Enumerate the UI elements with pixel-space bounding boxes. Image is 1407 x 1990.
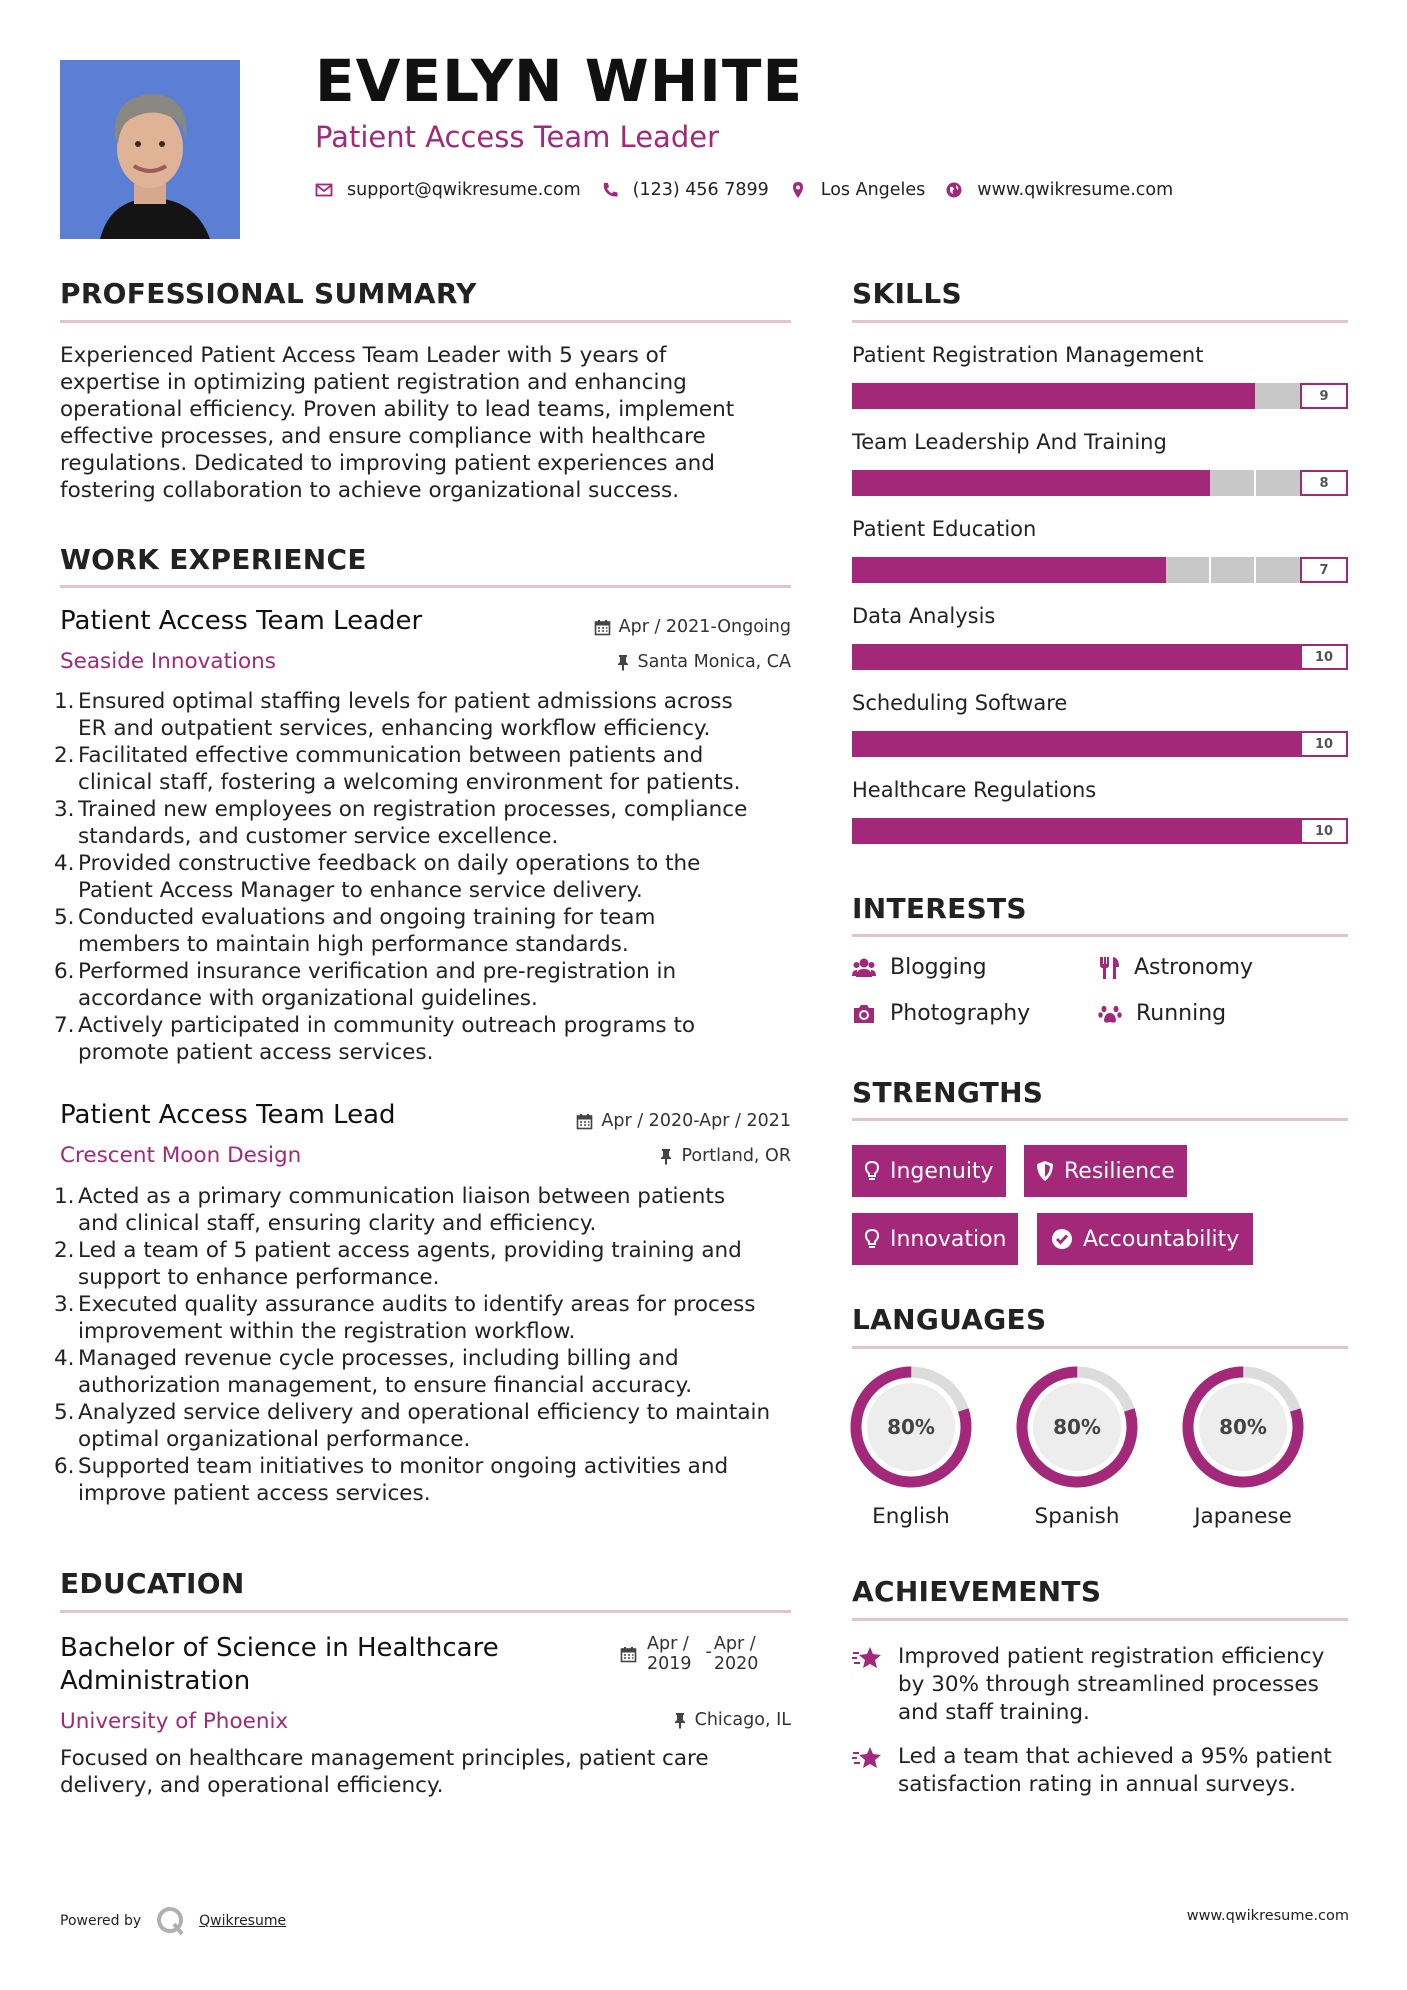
duty-line: Managed revenue cycle processes, including billing and <box>78 1346 679 1371</box>
education-dates <box>620 1634 758 1674</box>
achievement-line: Improved patient registration efficiency <box>898 1644 1325 1669</box>
strength-label: Accountability <box>1083 1226 1240 1252</box>
shield-icon <box>1036 1160 1054 1182</box>
skill-score: 10 <box>1300 731 1348 757</box>
duty-line: Acted as a primary communication liaison between patients <box>78 1184 726 1209</box>
duty-item: 4. Managed revenue cycle processes, including billing and authorization management, to ensure financial accuracy. <box>60 1345 800 1399</box>
interest-label: Photography <box>890 1001 1031 1026</box>
duty-line: and clinical staff, ensuring clarity and efficiency. <box>78 1211 597 1236</box>
check-circle-icon <box>1051 1228 1073 1250</box>
portrait-image <box>60 60 240 239</box>
skill-fill <box>852 470 1210 496</box>
language-percent: 80% <box>1219 1415 1267 1439</box>
achievement-line: satisfaction rating in annual surveys. <box>898 1772 1296 1797</box>
interest-item <box>1098 955 1253 980</box>
duty-line: standards, and customer service excellence. <box>78 824 559 849</box>
strength-label: Resilience <box>1064 1158 1175 1184</box>
summary-line: regulations. Dedicated to improving patient experiences and <box>60 451 715 476</box>
skill-fill <box>852 383 1255 409</box>
education-location <box>673 1710 791 1730</box>
skill-score: 10 <box>1300 818 1348 844</box>
interest-item <box>1098 1001 1226 1026</box>
skill-label: Scheduling Software <box>852 691 1068 715</box>
language-ring <box>850 1366 972 1488</box>
job-dates-text: Apr / 2021-Ongoing <box>618 617 791 637</box>
education-description <box>60 1745 709 1799</box>
school-name: University of Phoenix <box>60 1709 289 1734</box>
job-title: Patient Access Team Leader <box>60 606 423 636</box>
camera-icon <box>852 1003 876 1025</box>
skill-score: 8 <box>1300 470 1348 496</box>
duty-line: Trained new employees on registration processes, compliance <box>78 797 748 822</box>
language-name: Spanish <box>1034 1504 1120 1529</box>
duty-item: 6. Performed insurance verification and pre-registration in accordance with organizational guidelines. <box>60 958 800 1012</box>
skill-fill <box>852 557 1166 583</box>
duty-item: 5. Analyzed service delivery and operational efficiency to maintain optimal organizational performance. <box>60 1399 800 1453</box>
duty-item: 1. Acted as a primary communication liaison between patients and clinical staff, ensuring clarity and efficiency. <box>60 1183 800 1237</box>
star-trophy-icon <box>852 1745 884 1771</box>
contact-location: Los Angeles <box>820 180 926 200</box>
footer-powered <box>60 1906 286 1936</box>
summary-text <box>60 342 734 504</box>
company-name: Seaside Innovations <box>60 649 276 674</box>
duty-line: support to enhance performance. <box>78 1265 440 1290</box>
achievements-divider <box>852 1618 1348 1621</box>
skill-bar <box>852 470 1348 496</box>
duty-line: Conducted evaluations and ongoing training for team <box>78 905 656 930</box>
skills-divider <box>852 320 1348 323</box>
duty-item: 3. Executed quality assurance audits to identify areas for process improvement within the registration workflow. <box>60 1291 800 1345</box>
duty-line: Performed insurance verification and pre-registration in <box>78 959 677 984</box>
job-title: Patient Access Team Lead <box>60 1100 396 1130</box>
work-heading: WORK EXPERIENCE <box>60 543 367 576</box>
calendar-icon <box>620 1646 637 1663</box>
skill-bar <box>852 731 1348 757</box>
achievement-item <box>852 1743 1352 1799</box>
globe-icon <box>945 181 963 199</box>
skills-heading: SKILLS <box>852 277 962 310</box>
skill-score: 7 <box>1300 557 1348 583</box>
duty-line: improvement within the registration workflow. <box>78 1319 576 1344</box>
summary-heading: PROFESSIONAL SUMMARY <box>60 277 477 310</box>
pushpin-icon <box>616 654 630 671</box>
language-percent: 80% <box>1053 1415 1101 1439</box>
skill-segment-divider <box>1254 557 1256 583</box>
interest-label: Running <box>1136 1001 1227 1026</box>
envelope-icon <box>315 181 333 199</box>
contact-website[interactable]: www.qwikresume.com <box>977 180 1174 200</box>
date-part: 2019 <box>647 1654 692 1674</box>
duty-item: 2. Facilitated effective communication between patients and clinical staff, fostering a welcoming environment for patients. <box>60 742 800 796</box>
job-location-text: Portland, OR <box>681 1146 791 1166</box>
contact-email[interactable]: support@qwikresume.com <box>347 180 581 200</box>
interests-heading: INTERESTS <box>852 892 1027 925</box>
interest-item <box>852 1001 1030 1026</box>
strength-badge <box>1024 1145 1187 1197</box>
interest-item <box>852 955 987 980</box>
skill-label: Data Analysis <box>852 604 996 628</box>
candidate-title: Patient Access Team Leader <box>315 120 719 154</box>
skill-bar <box>852 383 1348 409</box>
job-location <box>616 652 792 672</box>
skill-score: 10 <box>1300 644 1348 670</box>
phone-icon <box>601 181 619 199</box>
duty-line: authorization management, to ensure financial accuracy. <box>78 1373 693 1398</box>
contact-bar <box>315 180 1193 200</box>
achievement-item <box>852 1643 1352 1727</box>
language-name: Japanese <box>1194 1504 1292 1529</box>
strength-label: Innovation <box>890 1226 1007 1252</box>
cutlery-icon <box>1098 956 1120 980</box>
strength-badge <box>1037 1213 1253 1265</box>
duty-line: improve patient access services. <box>78 1481 431 1506</box>
map-pin-icon <box>789 181 807 199</box>
degree-line: Bachelor of Science in Healthcare <box>60 1633 499 1663</box>
candidate-name: EVELYN WHITE <box>315 47 804 115</box>
skill-fill <box>852 731 1300 757</box>
paw-icon <box>1098 1003 1122 1025</box>
strength-badge <box>852 1145 1006 1197</box>
language-ring <box>1016 1366 1138 1488</box>
job-duties-list <box>54 688 800 1066</box>
calendar-icon <box>594 619 611 636</box>
job-dates-text: Apr / 2020-Apr / 2021 <box>601 1111 791 1131</box>
pushpin-icon <box>673 1712 687 1729</box>
summary-divider <box>60 320 791 323</box>
achievement-text <box>898 1743 1332 1799</box>
duty-line: Facilitated effective communication between patients and <box>78 743 704 768</box>
skill-bar <box>852 557 1348 583</box>
summary-line: fostering collaboration to achieve organizational success. <box>60 478 680 503</box>
achievement-line: and staff training. <box>898 1700 1090 1725</box>
languages-divider <box>852 1346 1348 1349</box>
star-trophy-icon <box>852 1645 884 1671</box>
skill-segment-divider <box>1209 557 1211 583</box>
skill-fill <box>852 644 1300 670</box>
duty-item: 5. Conducted evaluations and ongoing training for team members to maintain high performance standards. <box>60 904 800 958</box>
duty-item: 7. Actively participated in community outreach programs to promote patient access services. <box>60 1012 800 1066</box>
duty-line: Ensured optimal staffing levels for patient admissions across <box>78 689 733 714</box>
language-ring <box>1182 1366 1304 1488</box>
date-part: 2020 <box>713 1654 759 1674</box>
language-item <box>850 1366 972 1529</box>
duty-line: Patient Access Manager to enhance service delivery. <box>78 878 643 903</box>
qwikresume-link[interactable]: Qwikresume <box>199 1913 287 1929</box>
summary-line: effective processes, and ensure compliance with healthcare <box>60 424 706 449</box>
duty-line: members to maintain high performance standards. <box>78 932 629 957</box>
summary-line: expertise in optimizing patient registration and enhancing <box>60 370 687 395</box>
duty-item: 3. Trained new employees on registration processes, compliance standards, and customer service excellence. <box>60 796 800 850</box>
duty-line: Analyzed service delivery and operational efficiency to maintain <box>78 1400 771 1425</box>
skill-label: Healthcare Regulations <box>852 778 1097 802</box>
skill-bar <box>852 644 1348 670</box>
duty-item: 2. Led a team of 5 patient access agents, providing training and support to enhance performance. <box>60 1237 800 1291</box>
education-location-text: Chicago, IL <box>694 1710 791 1730</box>
education-desc-line: Focused on healthcare management principles, patient care <box>60 1746 709 1771</box>
profile-photo <box>60 60 240 239</box>
achievement-line: Led a team that achieved a 95% patient <box>898 1744 1332 1769</box>
achievement-line: by 30% through streamlined processes <box>898 1672 1319 1697</box>
skill-fill <box>852 818 1300 844</box>
achievement-text <box>898 1643 1324 1727</box>
duty-item: 1. Ensured optimal staffing levels for patient admissions across ER and outpatient services, enhancing workflow efficiency. <box>60 688 800 742</box>
achievements-heading: ACHIEVEMENTS <box>852 1575 1102 1608</box>
duty-item: 4. Provided constructive feedback on daily operations to the Patient Access Manager to enhance service delivery. <box>60 850 800 904</box>
skill-score: 9 <box>1300 383 1348 409</box>
strengths-divider <box>852 1118 1348 1121</box>
job-location <box>659 1146 791 1166</box>
duty-line: optimal organizational performance. <box>78 1427 471 1452</box>
strengths-heading: STRENGTHS <box>852 1076 1044 1109</box>
language-name: English <box>872 1504 950 1529</box>
calendar-icon <box>576 1113 593 1130</box>
language-item <box>1182 1366 1304 1529</box>
degree-name <box>60 1632 499 1698</box>
powered-by-text: Powered by <box>60 1913 142 1929</box>
interest-label: Blogging <box>890 955 987 980</box>
language-percent: 80% <box>887 1415 935 1439</box>
company-name: Crescent Moon Design <box>60 1143 302 1168</box>
duty-line: Led a team of 5 patient access agents, providing training and <box>78 1238 742 1263</box>
users-icon <box>852 957 876 979</box>
duty-line: clinical staff, fostering a welcoming environment for patients. <box>78 770 741 795</box>
duty-item: 6. Supported team initiatives to monitor ongoing activities and improve patient access services. <box>60 1453 800 1507</box>
lightbulb-icon <box>864 1160 880 1182</box>
skill-label: Patient Registration Management <box>852 343 1204 367</box>
strength-badge <box>852 1213 1018 1265</box>
date-part: Apr / <box>713 1634 756 1654</box>
interests-divider <box>852 934 1348 937</box>
duty-line: Provided constructive feedback on daily operations to the <box>78 851 701 876</box>
lightbulb-icon <box>864 1228 880 1250</box>
duty-line: Supported team initiatives to monitor ongoing activities and <box>78 1454 729 1479</box>
duty-line: Executed quality assurance audits to identify areas for process <box>78 1292 756 1317</box>
education-desc-line: delivery, and operational efficiency. <box>60 1773 444 1798</box>
skill-label: Team Leadership And Training <box>852 430 1167 454</box>
duty-line: accordance with organizational guidelines. <box>78 986 538 1011</box>
job-dates <box>576 1111 791 1131</box>
duty-line: ER and outpatient services, enhancing workflow efficiency. <box>78 716 711 741</box>
education-start-date <box>647 1634 692 1674</box>
duty-line: promote patient access services. <box>78 1040 434 1065</box>
degree-line: Administration <box>60 1666 251 1696</box>
work-divider <box>60 585 791 588</box>
contact-phone[interactable]: (123) 456 7899 <box>632 180 769 200</box>
language-item <box>1016 1366 1138 1529</box>
skill-segment-divider <box>1254 470 1256 496</box>
date-separator: - <box>705 1642 712 1662</box>
job-dates <box>594 617 791 637</box>
skill-label: Patient Education <box>852 517 1037 541</box>
date-part: Apr / <box>647 1634 689 1654</box>
summary-line: Experienced Patient Access Team Leader with 5 years of <box>60 343 667 368</box>
pushpin-icon <box>659 1148 673 1165</box>
qwikresume-logo-icon <box>155 1906 187 1936</box>
duty-line: Actively participated in community outreach programs to <box>78 1013 696 1038</box>
job-location-text: Santa Monica, CA <box>637 652 791 672</box>
education-end-date <box>714 1634 759 1674</box>
footer-site[interactable]: www.qwikresume.com <box>1186 1908 1349 1924</box>
education-heading: EDUCATION <box>60 1567 245 1600</box>
education-divider <box>60 1610 791 1613</box>
job-duties-list <box>54 1183 800 1507</box>
languages-heading: LANGUAGES <box>852 1303 1047 1336</box>
interest-label: Astronomy <box>1134 955 1254 980</box>
strength-label: Ingenuity <box>890 1158 994 1184</box>
skill-bar <box>852 818 1348 844</box>
summary-line: operational efficiency. Proven ability to lead teams, implement <box>60 397 735 422</box>
